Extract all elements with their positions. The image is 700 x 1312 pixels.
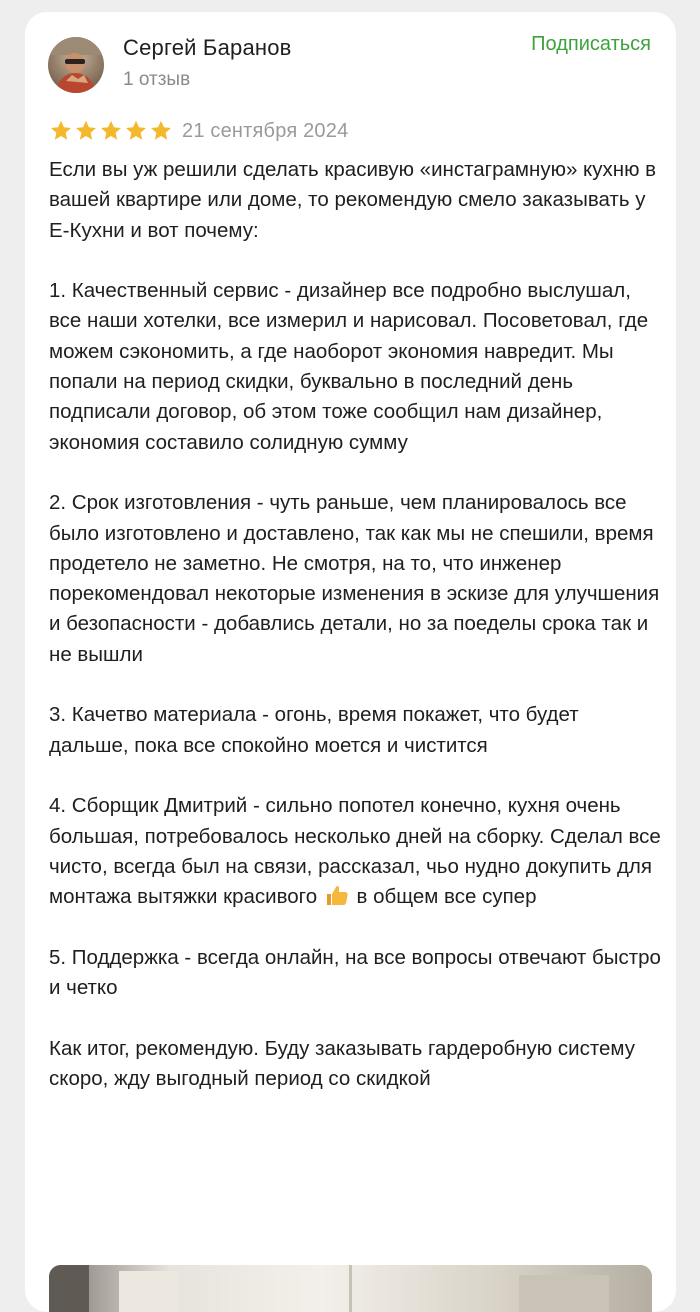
- author-review-count: 1 отзыв: [123, 69, 191, 90]
- review-date: 21 сентября 2024: [182, 119, 349, 142]
- review-point-1: 1. Качественный сервис - дизайнер все подробно выслушал, все наши хотелки, все измерил и нарисовал. Посоветовал, где можем сэкономить, а где наоборот экономия навредит. Мы попали на период скидки, буквально в последний день подписали договор, об этом тоже сообщил нам дизайнер, экономия составило солидную сумму: [49, 279, 649, 454]
- review-header: [25, 12, 676, 112]
- review-conclusion: Как итог, рекомендую. Буду заказывать гардеробную систему скоро, жду выгодный период со скидкой: [49, 1036, 635, 1090]
- review-body: [49, 155, 661, 1125]
- star-icon: [149, 119, 173, 143]
- review-meta: [49, 116, 348, 146]
- review-point-4: [49, 791, 661, 912]
- review-photo[interactable]: [49, 1265, 652, 1312]
- review-point-4-text: 4. Сборщик Дмитрий - сильно попотел конечно, кухня очень большая, потребовалось несколько дней на сборку. Сделал все чисто, всегда был на связи, рассказал, чьо нудно докупить для монтажа вытяжки красивого: [49, 794, 661, 909]
- review-point-5: 5. Поддержка - всегда онлайн, на все вопросы отвечают быстро и четко: [49, 945, 661, 1000]
- review-point-3: 3. Качетво материала - огонь, время покажет, что будет дальше, пока все спокойно моется и чистится: [49, 703, 579, 757]
- subscribe-button[interactable]: Подписаться: [531, 33, 651, 55]
- review-point-2: 2. Срок изготовления - чуть раньше, чем планировалось все было изготовлено и доставлено, так как мы не спешили, время продетело не заметно. Не смотря, на то, что инженер порекомендовал некоторые изменения в эскизе для улучшения и безопасности - добавлись детали, но за поеделы срока так и не вышли: [49, 491, 660, 666]
- review-point-4-end: в общем все супер: [356, 885, 537, 909]
- star-icon: [74, 119, 98, 143]
- star-icon: [99, 119, 123, 143]
- star-icon: [49, 119, 73, 143]
- review-card: [25, 12, 676, 1312]
- review-intro: Если вы уж решили сделать красивую «инстаграмную» кухню в вашей квартире или доме, то рекомендую смело заказывать у Е-Кухни и вот почему:: [49, 158, 657, 242]
- rating-stars: [49, 119, 173, 143]
- author-name[interactable]: Сергей Баранов: [123, 35, 292, 60]
- star-icon: [124, 119, 148, 143]
- thumbs-up-icon: [325, 884, 349, 906]
- avatar[interactable]: [48, 37, 104, 93]
